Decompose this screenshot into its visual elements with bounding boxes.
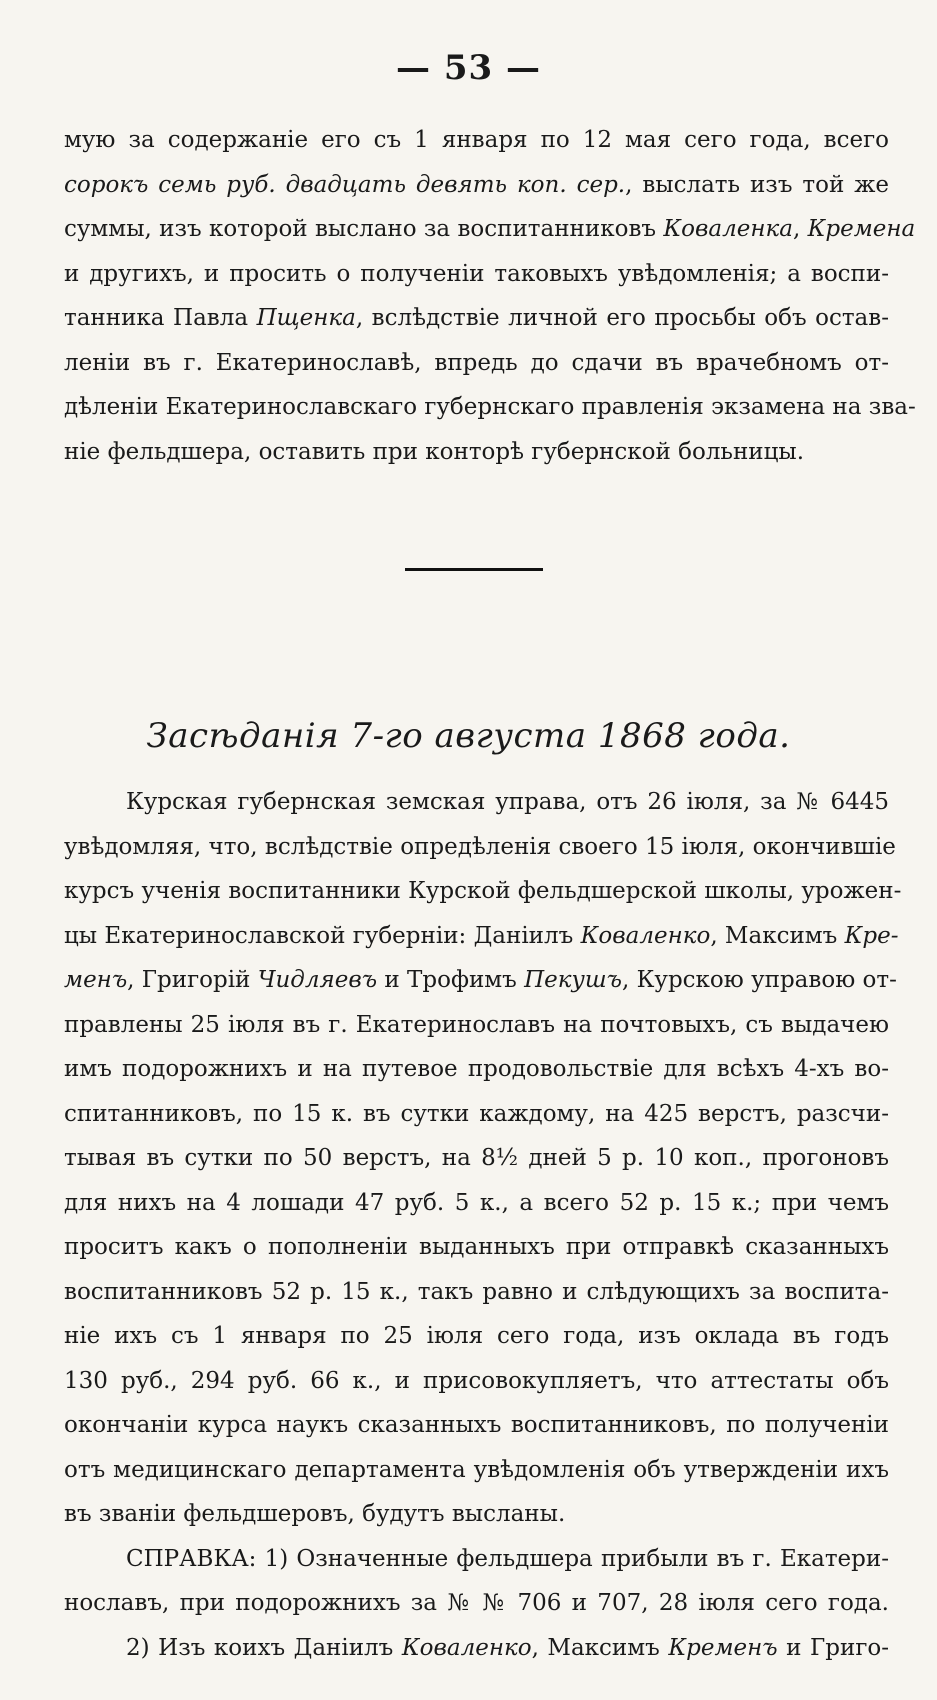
text-segment: курсъ ученія воспитанники Курской фельдшерской школы, урожен- [64, 878, 902, 904]
top-paragraph [64, 118, 916, 474]
text-line [64, 1581, 889, 1626]
text-segment: мую за содержаніе его съ 1 января по 12 мая сего года, всего [64, 127, 889, 153]
text-line [64, 825, 896, 870]
text-line [64, 1314, 889, 1359]
italic-text: сорокъ семь руб. двадцать девять коп. сер. [64, 171, 626, 198]
text-segment: въ званіи фельдшеровъ, будутъ высланы. [64, 1501, 566, 1527]
text-line [64, 207, 916, 252]
text-line [64, 1448, 889, 1493]
text-line [64, 958, 897, 1003]
page-number: — 53 — [396, 48, 541, 88]
text-segment: суммы, изъ которой выслано за воспитанниковъ [64, 216, 664, 242]
text-line [64, 1626, 889, 1671]
text-segment: , [792, 216, 808, 242]
text-segment: окончаніи курса наукъ сказанныхъ воспитанниковъ, по полученіи [64, 1412, 889, 1438]
italic-text: Коваленко [580, 922, 711, 949]
text-segment: 2) Изъ коихъ Даніилъ [126, 1634, 402, 1661]
italic-text: Коваленко [401, 1634, 532, 1661]
text-line [64, 1270, 889, 1315]
text-segment: Курская губернская земская управа, отъ 26 іюля, за № 6445 [126, 789, 889, 815]
italic-text: Чидляевъ [257, 967, 378, 993]
text-segment: спитанниковъ, по 15 к. въ сутки каждому, на 425 верстъ, разсчи- [64, 1100, 889, 1127]
text-segment: воспитанниковъ 52 р. 15 к., такъ равно и слѣдующихъ за воспита- [64, 1278, 889, 1305]
text-segment: 130 руб., 294 руб. 66 к., и присовокупляетъ, что аттестаты объ [64, 1367, 889, 1394]
italic-text: Коваленка [663, 216, 793, 242]
italic-text: Пекушъ [524, 967, 622, 993]
text-segment: имъ подорожнихъ и на путевое продовольствіе для всѣхъ 4-хъ во- [64, 1056, 889, 1082]
italic-text: Кремена [807, 216, 916, 242]
text-segment: цы Екатеринославской губерніи: Даніилъ [64, 922, 581, 949]
text-segment: леніи въ г. Екатеринославѣ, впредь до сдачи въ врачебномъ от- [64, 349, 889, 376]
text-segment: , вслѣдствіе личной его просьбы объ остав- [355, 305, 889, 331]
text-segment: танника Павла [64, 305, 257, 331]
text-segment: и Трофимъ [377, 967, 525, 993]
text-segment: , Максимъ [710, 922, 845, 949]
text-segment: тывая въ сутки по 50 верстъ, на 8½ дней 5 р. 10 коп., прогоновъ [64, 1145, 889, 1171]
text-line [64, 1092, 889, 1137]
text-line [64, 1225, 889, 1270]
text-segment: , выслать изъ той же [625, 171, 889, 198]
text-segment: отъ медицинскаго департамента увѣдомленія объ утвержденіи ихъ [64, 1456, 889, 1483]
text-line [64, 1492, 889, 1537]
text-segment: , Максимъ [531, 1634, 669, 1661]
text-segment: ніе ихъ съ 1 января по 25 іюля сего года, изъ оклада въ годъ [64, 1323, 889, 1349]
text-line [64, 118, 889, 163]
reference-paragraph [64, 1537, 889, 1671]
italic-text: Пщенка [256, 305, 356, 331]
italic-text: Кременъ [668, 1634, 778, 1661]
text-line [64, 914, 899, 959]
italic-text: Кре- [844, 922, 899, 949]
text-line [64, 1003, 889, 1048]
section-divider [405, 568, 543, 571]
text-line [64, 385, 916, 430]
text-segment: , Курскою управою от- [621, 967, 897, 993]
text-line [64, 430, 889, 475]
text-line [64, 341, 889, 386]
text-segment: проситъ какъ о пополненіи выданныхъ при отправкѣ сказанныхъ [64, 1234, 889, 1260]
text-line [64, 1181, 889, 1226]
text-segment: , Григорій [127, 967, 258, 993]
text-segment: дѣленіи Екатеринославскаго губернскаго правленія экзамена на зва- [64, 394, 916, 420]
section-heading: Засѣданія 7-го августа 1868 года. [146, 716, 791, 756]
text-line [64, 252, 889, 297]
text-segment: увѣдомляя, что, вслѣдствіе опредѣленія своего 15 іюля, окончившіе [64, 833, 896, 860]
text-line [64, 869, 902, 914]
text-segment: и Григо- [777, 1634, 889, 1661]
text-line [64, 1537, 889, 1582]
text-line [64, 1047, 889, 1092]
text-line [64, 780, 889, 825]
text-line [64, 1403, 889, 1448]
text-line [64, 1136, 889, 1181]
italic-text: менъ [64, 967, 128, 993]
main-text [64, 780, 902, 1670]
text-segment: правлены 25 іюля въ г. Екатеринославъ на почтовыхъ, съ выдачею [64, 1011, 889, 1038]
main-paragraph [64, 780, 902, 1537]
text-segment: СПРАВКА: 1) Означенные фельдшера прибыли въ г. Екатери- [126, 1545, 889, 1572]
text-segment: нославъ, при подорожнихъ за № № 706 и 707, 28 іюля сего года. [64, 1590, 889, 1616]
text-segment: ніе фельдшера, оставить при конторѣ губернской больницы. [64, 438, 805, 465]
text-segment: и другихъ, и просить о полученіи таковыхъ увѣдомленія; а воспи- [64, 260, 889, 287]
text-line [64, 163, 889, 208]
text-line [64, 296, 889, 341]
text-line [64, 1359, 889, 1404]
text-segment: для нихъ на 4 лошади 47 руб. 5 к., а всего 52 р. 15 к.; при чемъ [64, 1189, 889, 1216]
